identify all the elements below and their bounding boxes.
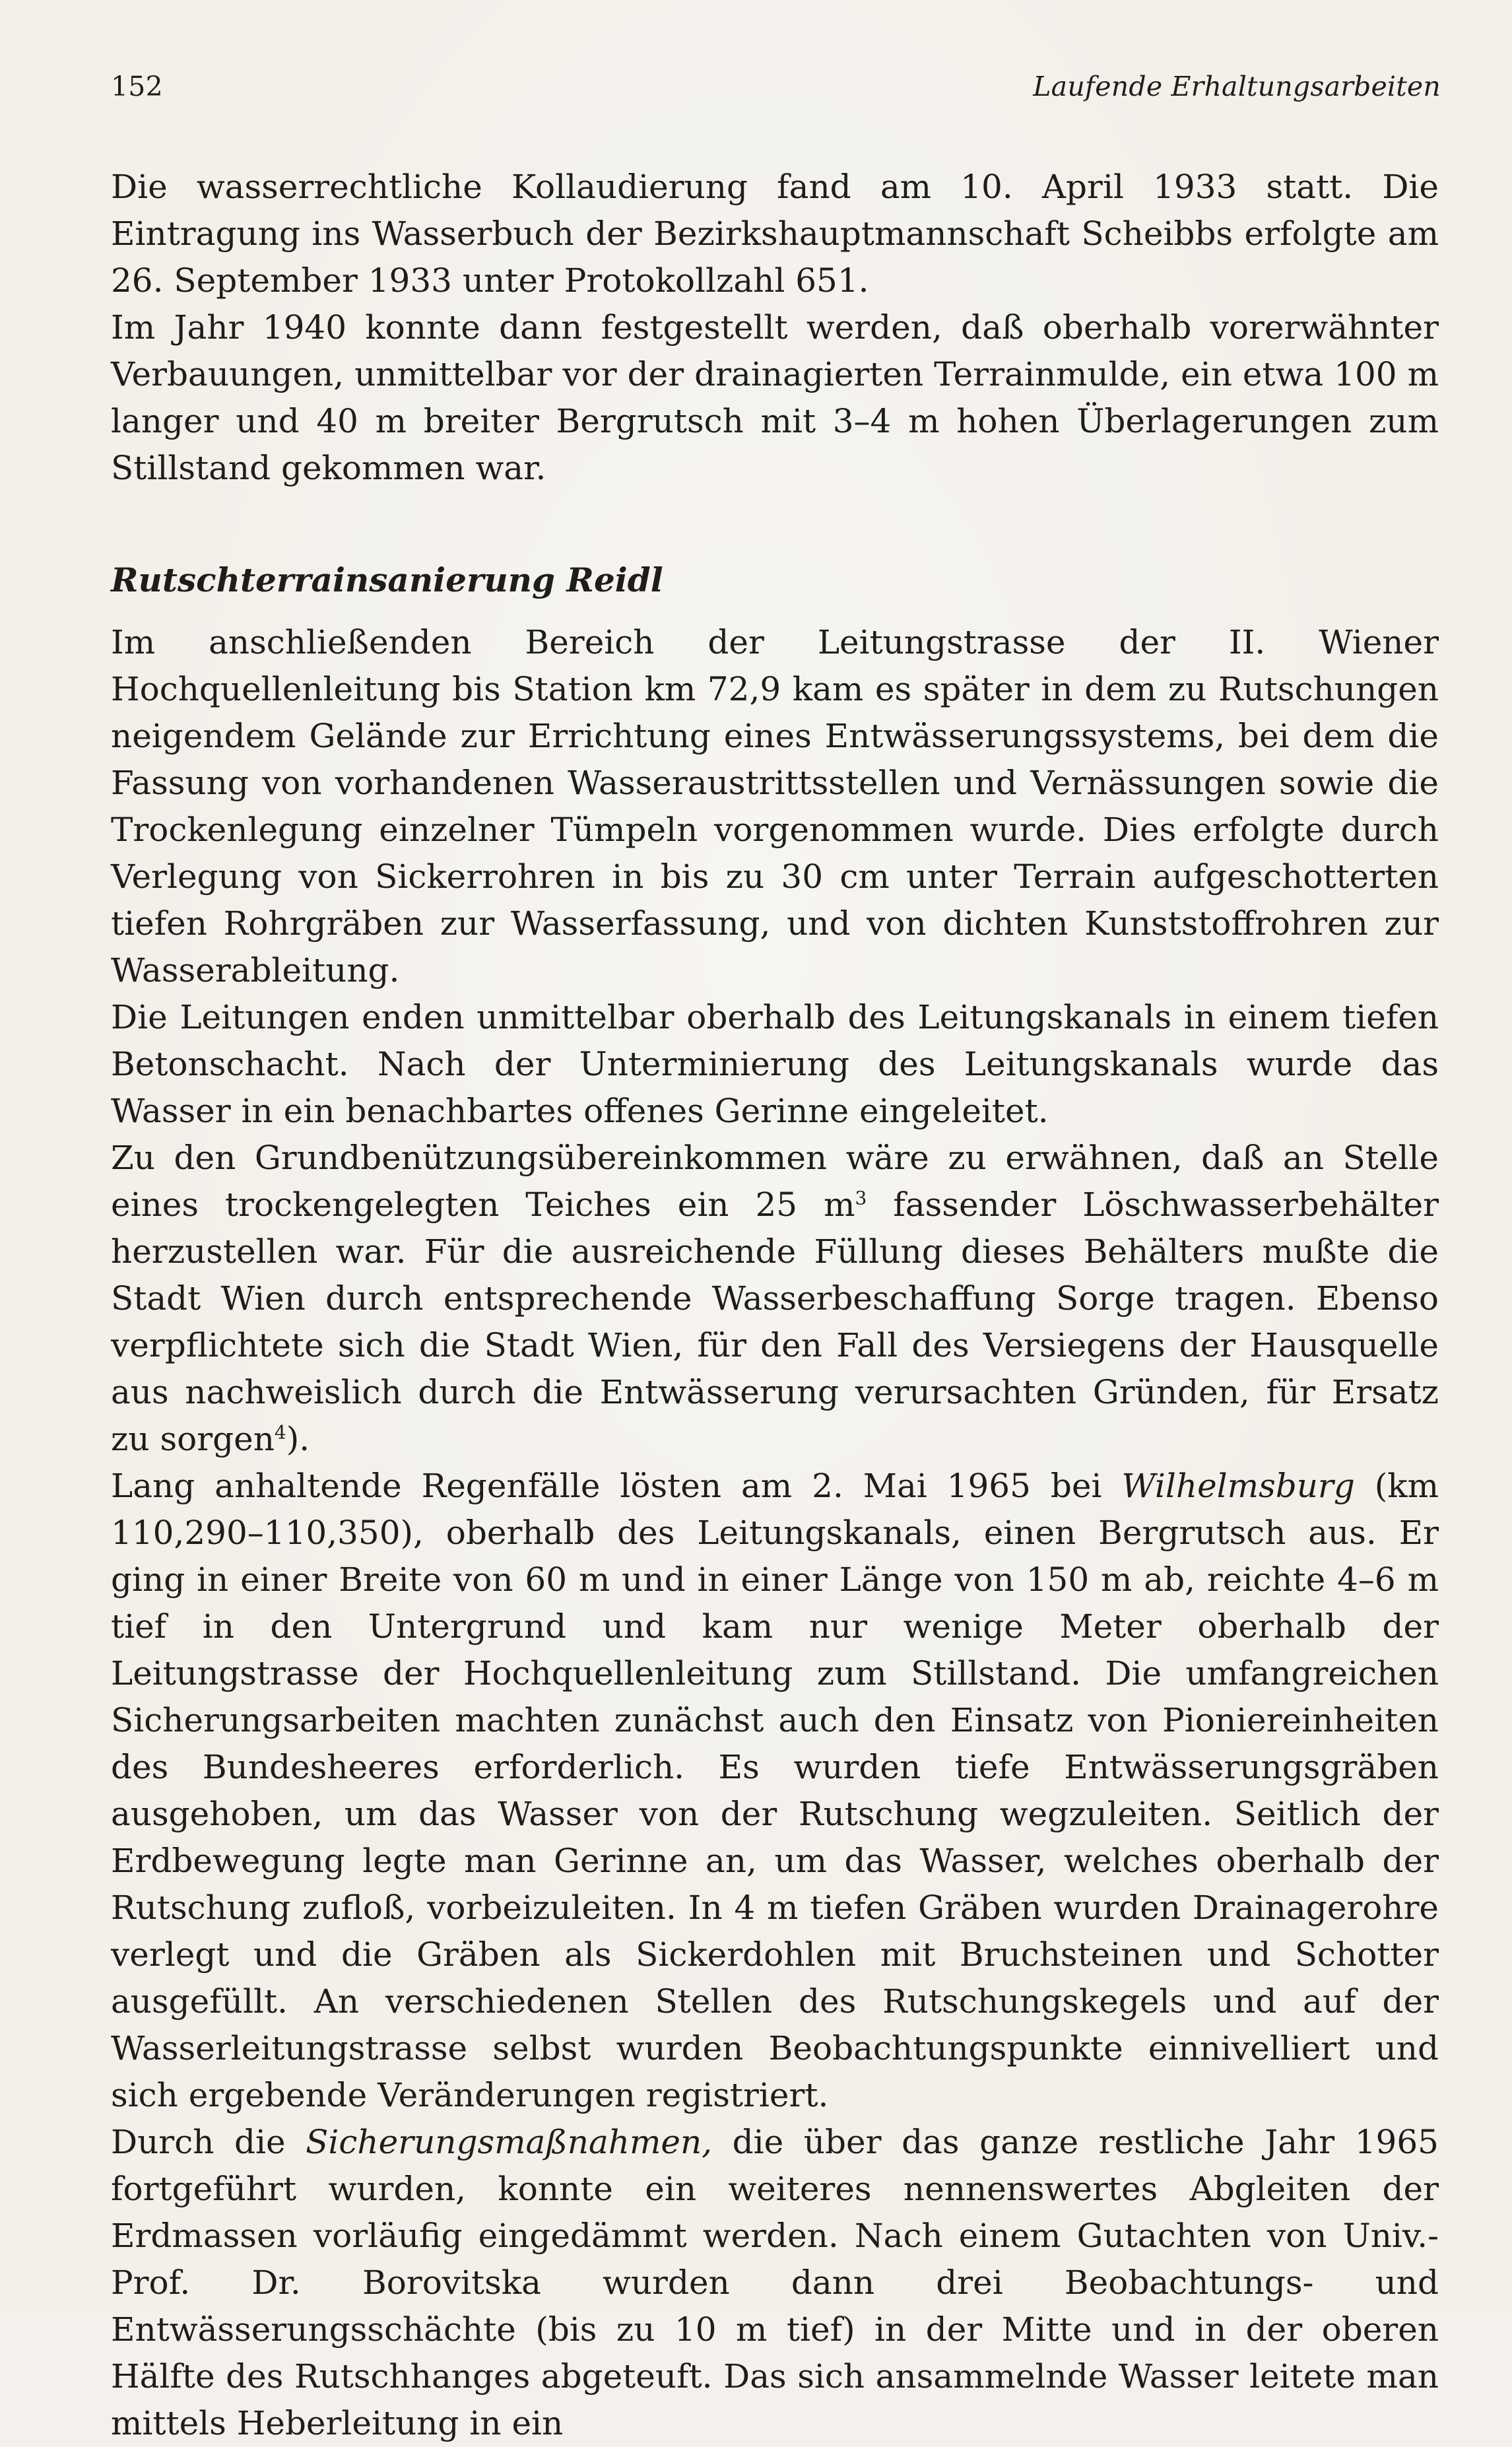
paragraph-kollaudierung: Die wasserrechtliche Kollaudierung fand am 10. April 1933 statt. Die Eintragung ins Wasserbuch der Bezirkshauptmannschaft Scheibbs erfolgte am 26. September 1933 unter Protokollzahl 651. [111,168,1439,300]
paragraph-grundbenuetzung [111,1135,1439,1463]
text-run: (km 110,290–110,350), oberhalb des Leitungskanals, einen Bergrutsch aus. Er ging in einer Breite von 60 m und in einer Länge von 150 m ab, reichte 4–6 m tief in den Untergrund und kam nur wenige Meter oberhalb der Leitungstrasse der Hochquellenleitung zum Stillstand. Die umfangreichen Sicherungsarbeiten machten zunächst auch den Einsatz von Pioniereinheiten des Bundesheeres erforderlich. Es wurden tiefe Entwässerungsgräben ausgehoben, um das Wasser von der Rutschung wegzuleiten. Seitlich der Erdbewegung legte man Gerinne an, um das Wasser, welches oberhalb der Rutschung zufloß, vorbeizuleiten. In 4 m tiefen Gräben wurden Drainagerohre verlegt und die Gräben als Sickerdohlen mit Bruchsteinen und Schotter ausgefüllt. An verschiedenen Stellen des Rutschungskegels und auf der Wasserleitungstrasse selbst wurden Beobachtungspunkte einnivelliert und sich ergebende Veränderungen registriert. [111,1467,1439,2114]
text-run: die über das ganze restliche Jahr 1965 fortgeführt wurden, konnte ein weiteres nennenswertes Abgleiten der Erdmassen vorläufig eingedämmt werden. Nach einem Gutachten von Univ.-Prof. Dr. Borovitska wurden dann drei Beobachtungs- und Entwässerungsschächte (bis zu 10 m tief) in der Mitte und in der oberen Hälfte des Rutschhanges abgeteuft. Das sich ansammelnde Wasser leitete man mittels Heberleitung in ein [111,2123,1439,2442]
running-title: Laufende Erhaltungsarbeiten [1033,71,1441,102]
paragraph-betonschacht: Die Leitungen enden unmittelbar oberhalb des Leitungskanals in einem tiefen Betonschacht. Nach der Unterminierung des Leitungskanals wurde das Wasser in ein benachbartes offenes Gerinne eingeleitet. [111,998,1439,1130]
text-run: fassender Löschwasserbehälter herzustellen war. Für die ausreichende Füllung dieses Behälters mußte die Stadt Wien durch entsprechende Wasserbeschaffung Sorge tragen. Ebenso verpflichtete sich die Stadt Wien, für den Fall des Versiegens der Hausquelle aus nachweislich durch die Entwässerung verursachten Gründen, für Ersatz zu sorgen [111,1186,1439,1458]
emphasis-term: Sicherungsmaßnahmen, [306,2123,713,2161]
footnote-reference: 4 [274,1421,286,1444]
text-run: Durch die [111,2123,306,2161]
heading-spacer [111,603,1439,619]
paragraph-wilhelmsburg [111,1463,1439,2119]
text-run: ). [286,1420,310,1458]
unit-superscript: 3 [855,1187,867,1209]
text-run: Zu den Grundbenützungsübereinkommen wäre zu erwähnen, daß an Stelle eines trockengelegten Teiches ein 25 m [111,1139,1439,1224]
page-number: 152 [111,71,163,102]
paragraph-bergrutsch-1940: Im Jahr 1940 konnte dann festgestellt werden, daß oberhalb vorerwähnter Verbauungen, unmittelbar vor der drainagierten Terrainmulde, ein etwa 100 m langer und 40 m breiter Bergrutsch mit 3–4 m hohen Überlagerungen zum Stillstand gekommen war. [111,308,1439,487]
section-spacer [111,492,1439,556]
place-name: Wilhelmsburg [1121,1467,1355,1505]
body-text [111,164,1439,2447]
page-header [111,63,1441,110]
section-heading: Rutschterrainsanierung Reidl [111,560,663,599]
paragraph-entwaesserungssystem: Im anschließenden Bereich der Leitungstrasse der II. Wiener Hochquellenleitung bis Station km 72,9 kam es später in dem zu Rutschungen neigendem Gelände zur Errichtung eines Entwässerungssystems, bei dem die Fassung von vorhandenen Wasseraustrittsstellen und Vernässungen sowie die Trockenlegung einzelner Tümpeln vorgenommen wurde. Dies erfolgte durch Verlegung von Sickerrohren in bis zu 30 cm unter Terrain aufgeschotterten tiefen Rohrgräben zur Wasserfassung, und von dichten Kunststoffrohren zur Wasserableitung. [111,623,1439,989]
paragraph-sicherungsmassnahmen [111,2119,1439,2447]
text-run: Lang anhaltende Regenfälle lösten am 2. Mai 1965 bei [111,1467,1122,1505]
